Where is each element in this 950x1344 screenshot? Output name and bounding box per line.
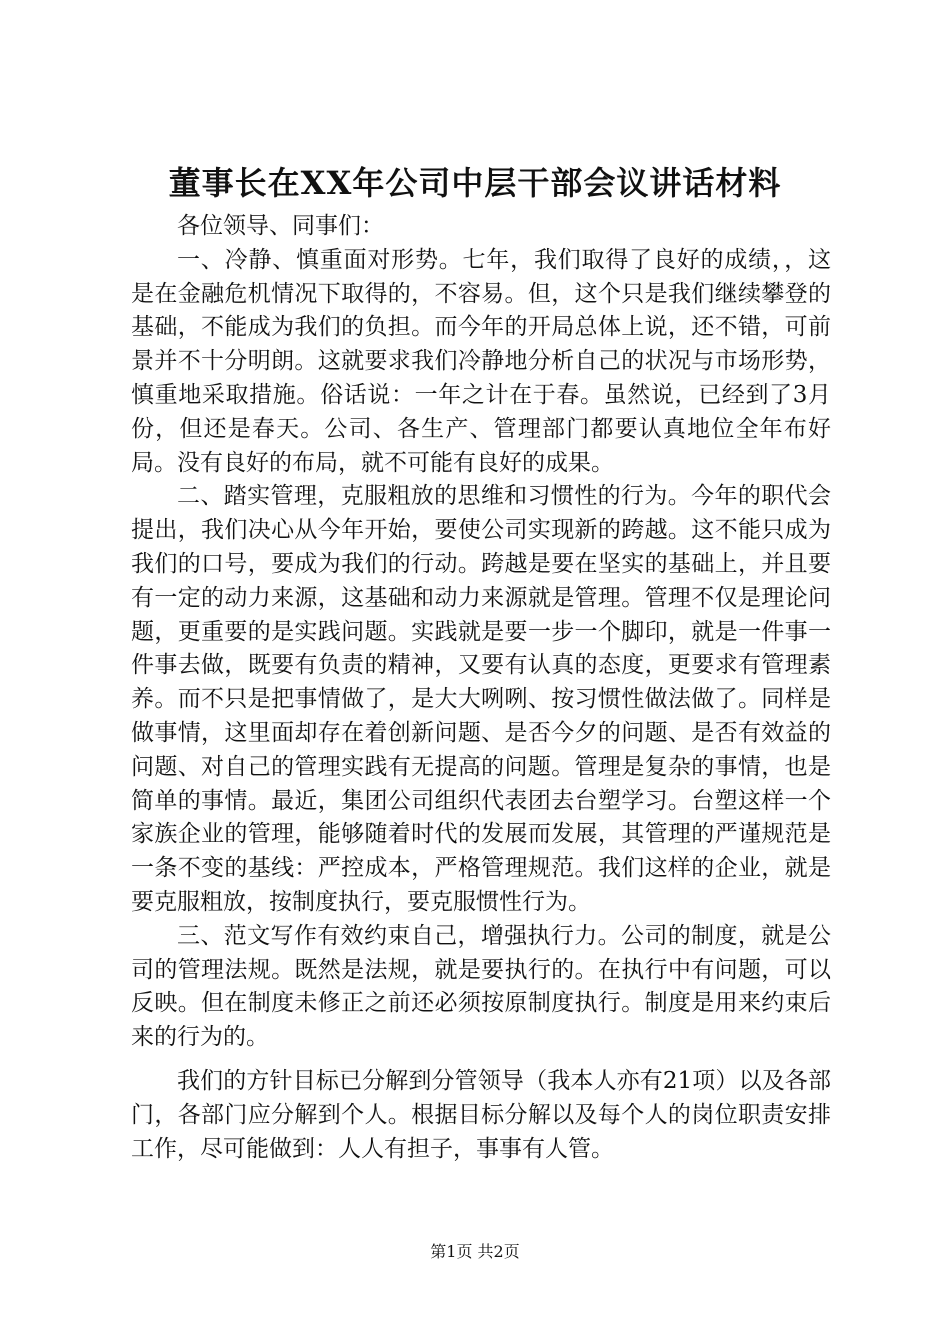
document-title: 董事长在XX年公司中层干部会议讲话材料 (168, 164, 782, 202)
paragraph-3: 三、范文写作有效约束自己，增强执行力。公司的制度，就是公司的管理法规。既然是法规，就是要执行的。在执行中有问题，可以反映。但在制度未修正之前还必须按原制度执行。制度是用来约束后来的行为的。 (131, 922, 831, 1051)
greeting-line: 各位领导、同事们： (177, 213, 384, 239)
page-number-footer: 第1页 共2页 (430, 1242, 520, 1261)
paragraph-2: 二、踏实管理，克服粗放的思维和习惯性的行为。今年的职代会提出，我们决心从今年开始，要使公司实现新的跨越。这不能只成为我们的口号，要成为我们的行动。跨越是要在坚实的基础上，并且要有一定的动力来源，这基础和动力来源就是管理。管理不仅是理论问题，更重要的是实践问题。实践就是要一步一个脚印，就是一件事一件事去做，既要有负责的精神，又要有认真的态度，更要求有管理素养。而不只是把事情做了，是大大咧咧、按习惯性做法做了。同样是做事情，这里面却存在着创新问题、是否今夕的问题、是否有效益的问题、对自己的管理实践有无提高的问题。管理是复杂的事情，也是简单的事情。最近，集团公司组织代表团去台塑学习。台塑这样一个家族企业的管理，能够随着时代的发展而发展，其管理的严谨规范是一条不变的基线：严控成本，严格管理规范。我们这样的企业，就是要克服粗放，按制度执行，要克服惯性行为。 (131, 483, 831, 915)
document-body (131, 210, 831, 1166)
paragraph-1: 一、冷静、慎重面对形势。七年，我们取得了良好的成绩，，这是在金融危机情况下取得的，不容易。但，这个只是我们继续攀登的基础，不能成为我们的负担。而今年的开局总体上说，还不错，可前景并不十分明朗。这就要求我们冷静地分析自己的状况与市场形势，慎重地采取措施。俗话说：一年之计在于春。虽然说，已经到了3月份，但还是春天。公司、各生产、管理部门都要认真地位全年布好局。没有良好的布局，就不可能有良好的成果。 (131, 246, 831, 476)
paragraph-4: 我们的方针目标已分解到分管领导（我本人亦有21项）以及各部门，各部门应分解到个人。根据目标分解以及每个人的岗位职责安排工作，尽可能做到：人人有担子，事事有人管。 (131, 1067, 831, 1162)
